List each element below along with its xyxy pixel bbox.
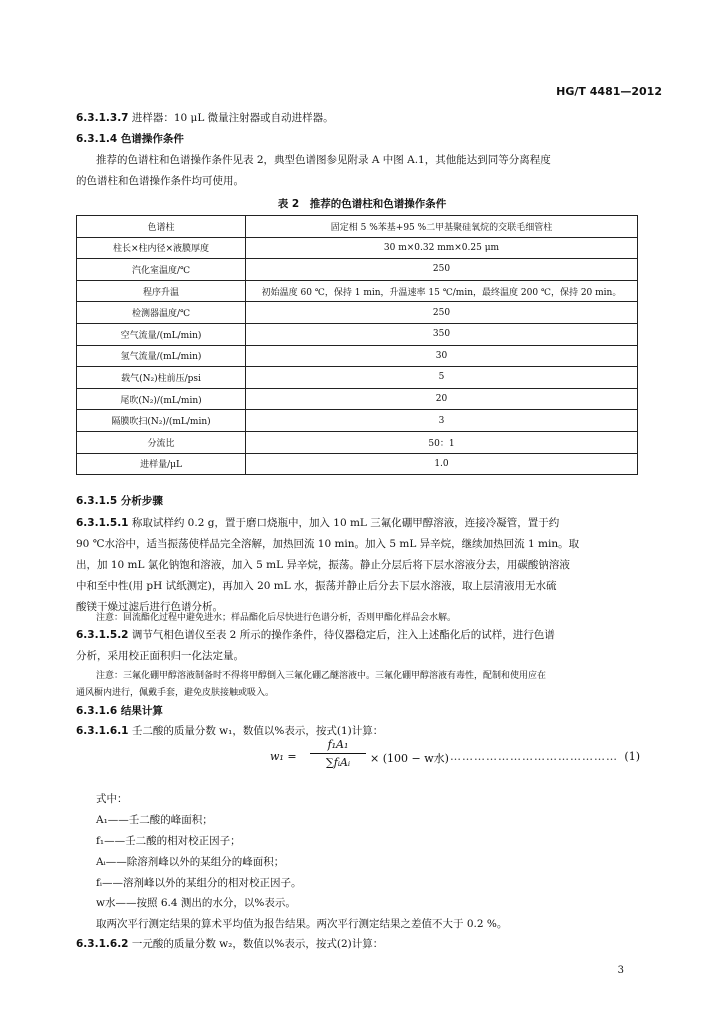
clause-number: 6.3.1.3.7 bbox=[76, 112, 129, 124]
paragraph-line: 推荐的色谱柱和色谱操作条件见表 2，典型色谱图参见附录 A 中图 A.1，其他能达到同等分离程度 bbox=[96, 154, 551, 166]
section-heading-6-3-1-5 bbox=[76, 494, 662, 509]
clause-number: 6.3.1.6.1 bbox=[76, 725, 129, 737]
note-line: 注意：回流酯化过程中避免进水；样品酯化后尽快进行色谱分析，否则甲酯化样品会水解。 bbox=[96, 613, 457, 623]
paragraph-line: 分析，采用校正面积归一化法定量。 bbox=[76, 650, 244, 662]
paragraph-line: 90 ℃水浴中，适当振荡使样品完全溶解，加热回流 10 min。加入 5 mL 异辛烷，继续加热回流 1 min。取 bbox=[76, 538, 580, 550]
section-heading-6-3-1-6 bbox=[76, 704, 662, 719]
clause-6-3-1-3-7 bbox=[76, 111, 662, 126]
section-title: 色谱操作条件 bbox=[120, 133, 184, 145]
row-label: 检测器温度/℃ bbox=[77, 302, 246, 324]
note-line: 注意：三氟化硼甲醇溶液制备时不得将甲醇倒入三氟化硼乙醚溶液中。三氟化硼甲醇溶液有毒性，配制和使用应在 bbox=[96, 671, 547, 681]
standard-number-header: HG/T 4481—2012 bbox=[556, 85, 662, 98]
equation-number: (1) bbox=[624, 750, 640, 763]
definition-item: fᵢ——溶剂峰以外的某组分的相对校正因子。 bbox=[96, 877, 302, 889]
row-value: 250 bbox=[246, 302, 638, 324]
row-value: 350 bbox=[246, 323, 638, 345]
table-row bbox=[77, 453, 638, 475]
table-row bbox=[77, 367, 638, 389]
formula-fraction bbox=[310, 738, 366, 769]
table-row bbox=[77, 302, 638, 324]
formula-lhs: w₁ = bbox=[270, 750, 297, 763]
row-value: 初始温度 60 ℃，保持 1 min，升温速率 15 ℃/min，最终温度 200 ℃，保持 20 min。 bbox=[246, 280, 638, 302]
row-label: 进样量/μL bbox=[77, 453, 246, 475]
row-value: 3 bbox=[246, 410, 638, 432]
clause-number: 6.3.1.5.1 bbox=[76, 517, 129, 529]
table-caption: 表 2 推荐的色谱柱和色谱操作条件 bbox=[277, 198, 447, 210]
where-label: 式中： bbox=[96, 793, 128, 805]
row-label: 载气(N₂)柱前压/psi bbox=[77, 367, 246, 389]
row-value: 50：1 bbox=[246, 431, 638, 453]
row-label: 分流比 bbox=[77, 431, 246, 453]
definition-item: A₁——壬二酸的峰面积； bbox=[96, 814, 213, 826]
clause-number: 6.3.1.6.2 bbox=[76, 938, 129, 950]
table-row bbox=[77, 237, 638, 259]
clause-text: 一元酸的质量分数 w₂，数值以%表示，按式(2)计算： bbox=[131, 938, 384, 950]
row-value: 30 bbox=[246, 345, 638, 367]
paragraph-line bbox=[76, 724, 662, 739]
row-value: 30 m×0.32 mm×0.25 μm bbox=[246, 237, 638, 259]
table-row bbox=[77, 216, 638, 238]
paragraph-line: 的色谱柱和色谱操作条件均可使用。 bbox=[76, 175, 244, 187]
section-title: 结果计算 bbox=[120, 705, 163, 717]
row-value: 固定相 5 %苯基+95 %二甲基聚硅氧烷的交联毛细管柱 bbox=[246, 216, 638, 238]
paragraph-line bbox=[76, 937, 662, 952]
row-value: 5 bbox=[246, 367, 638, 389]
note-line: 通风橱内进行，佩戴手套，避免皮肤接触或吸入。 bbox=[76, 688, 275, 698]
chromatography-conditions-table bbox=[76, 215, 638, 475]
table-row bbox=[77, 431, 638, 453]
paragraph-line: 酸镁干燥过滤后进行色谱分析。 bbox=[76, 601, 223, 613]
page-number: 3 bbox=[617, 965, 624, 976]
row-label: 色谱柱 bbox=[77, 216, 246, 238]
row-label: 隔膜吹扫(N₂)/(mL/min) bbox=[77, 410, 246, 432]
table-row bbox=[77, 410, 638, 432]
formula-rhs: × (100 − w水) bbox=[370, 752, 449, 765]
formula-denominator: ∑fᵢAᵢ bbox=[325, 756, 351, 769]
row-label: 尾吹(N₂)/(mL/min) bbox=[77, 388, 246, 410]
paragraph-line: 中和至中性(用 pH 试纸测定)，再加入 20 mL 水，振荡并静止后分去下层水溶液，取上层清液用无水硫 bbox=[76, 580, 557, 592]
row-value: 20 bbox=[246, 388, 638, 410]
result-statement: 取两次平行测定结果的算术平均值为报告结果。两次平行测定结果之差值不大于 0.2 %。 bbox=[96, 918, 508, 930]
table-row bbox=[77, 323, 638, 345]
row-label: 柱长×柱内径×液膜厚度 bbox=[77, 237, 246, 259]
paragraph-line: 出，加 10 mL 氯化钠饱和溶液，加入 5 mL 异辛烷，振荡。静止分层后将下层水溶液分去，用碳酸钠溶液 bbox=[76, 559, 570, 571]
clause-text: 调节气相色谱仪至表 2 所示的操作条件，待仪器稳定后，注入上述酯化后的试样，进行色谱 bbox=[131, 629, 555, 641]
row-value: 1.0 bbox=[246, 453, 638, 475]
clause-text: 壬二酸的质量分数 w₁，数值以%表示，按式(1)计算： bbox=[131, 725, 384, 737]
section-number: 6.3.1.6 bbox=[76, 705, 118, 717]
row-label: 汽化室温度/℃ bbox=[77, 259, 246, 281]
table-row bbox=[77, 280, 638, 302]
definition-item: f₁——壬二酸的相对校正因子； bbox=[96, 835, 241, 847]
section-number: 6.3.1.4 bbox=[76, 133, 118, 145]
formula-numerator: f₁A₁ bbox=[310, 738, 366, 754]
row-label: 空气流量/(mL/min) bbox=[77, 323, 246, 345]
paragraph-line bbox=[76, 516, 662, 531]
paragraph-line bbox=[76, 628, 662, 643]
table-row bbox=[77, 388, 638, 410]
clause-text: 进样器：10 μL 微量注射器或自动进样器。 bbox=[131, 112, 334, 124]
definition-item: Aᵢ——除溶剂峰以外的某组分的峰面积； bbox=[96, 856, 285, 868]
row-value: 250 bbox=[246, 259, 638, 281]
table-row bbox=[77, 259, 638, 281]
section-heading-6-3-1-4 bbox=[76, 132, 662, 147]
definition-item: w水——按照 6.4 测出的水分，以%表示。 bbox=[96, 897, 296, 909]
clause-text: 称取试样约 0.2 g，置于磨口烧瓶中，加入 10 mL 三氟化硼甲醇溶液，连接冷凝管，置于约 bbox=[131, 517, 560, 529]
formula-leader-dots: …………………………………… bbox=[450, 750, 618, 763]
clause-number: 6.3.1.5.2 bbox=[76, 629, 129, 641]
table-row bbox=[77, 345, 638, 367]
row-label: 氢气流量/(mL/min) bbox=[77, 345, 246, 367]
section-title: 分析步骤 bbox=[120, 495, 163, 507]
row-label: 程序升温 bbox=[77, 280, 246, 302]
equation-1 bbox=[270, 738, 640, 778]
section-number: 6.3.1.5 bbox=[76, 495, 118, 507]
